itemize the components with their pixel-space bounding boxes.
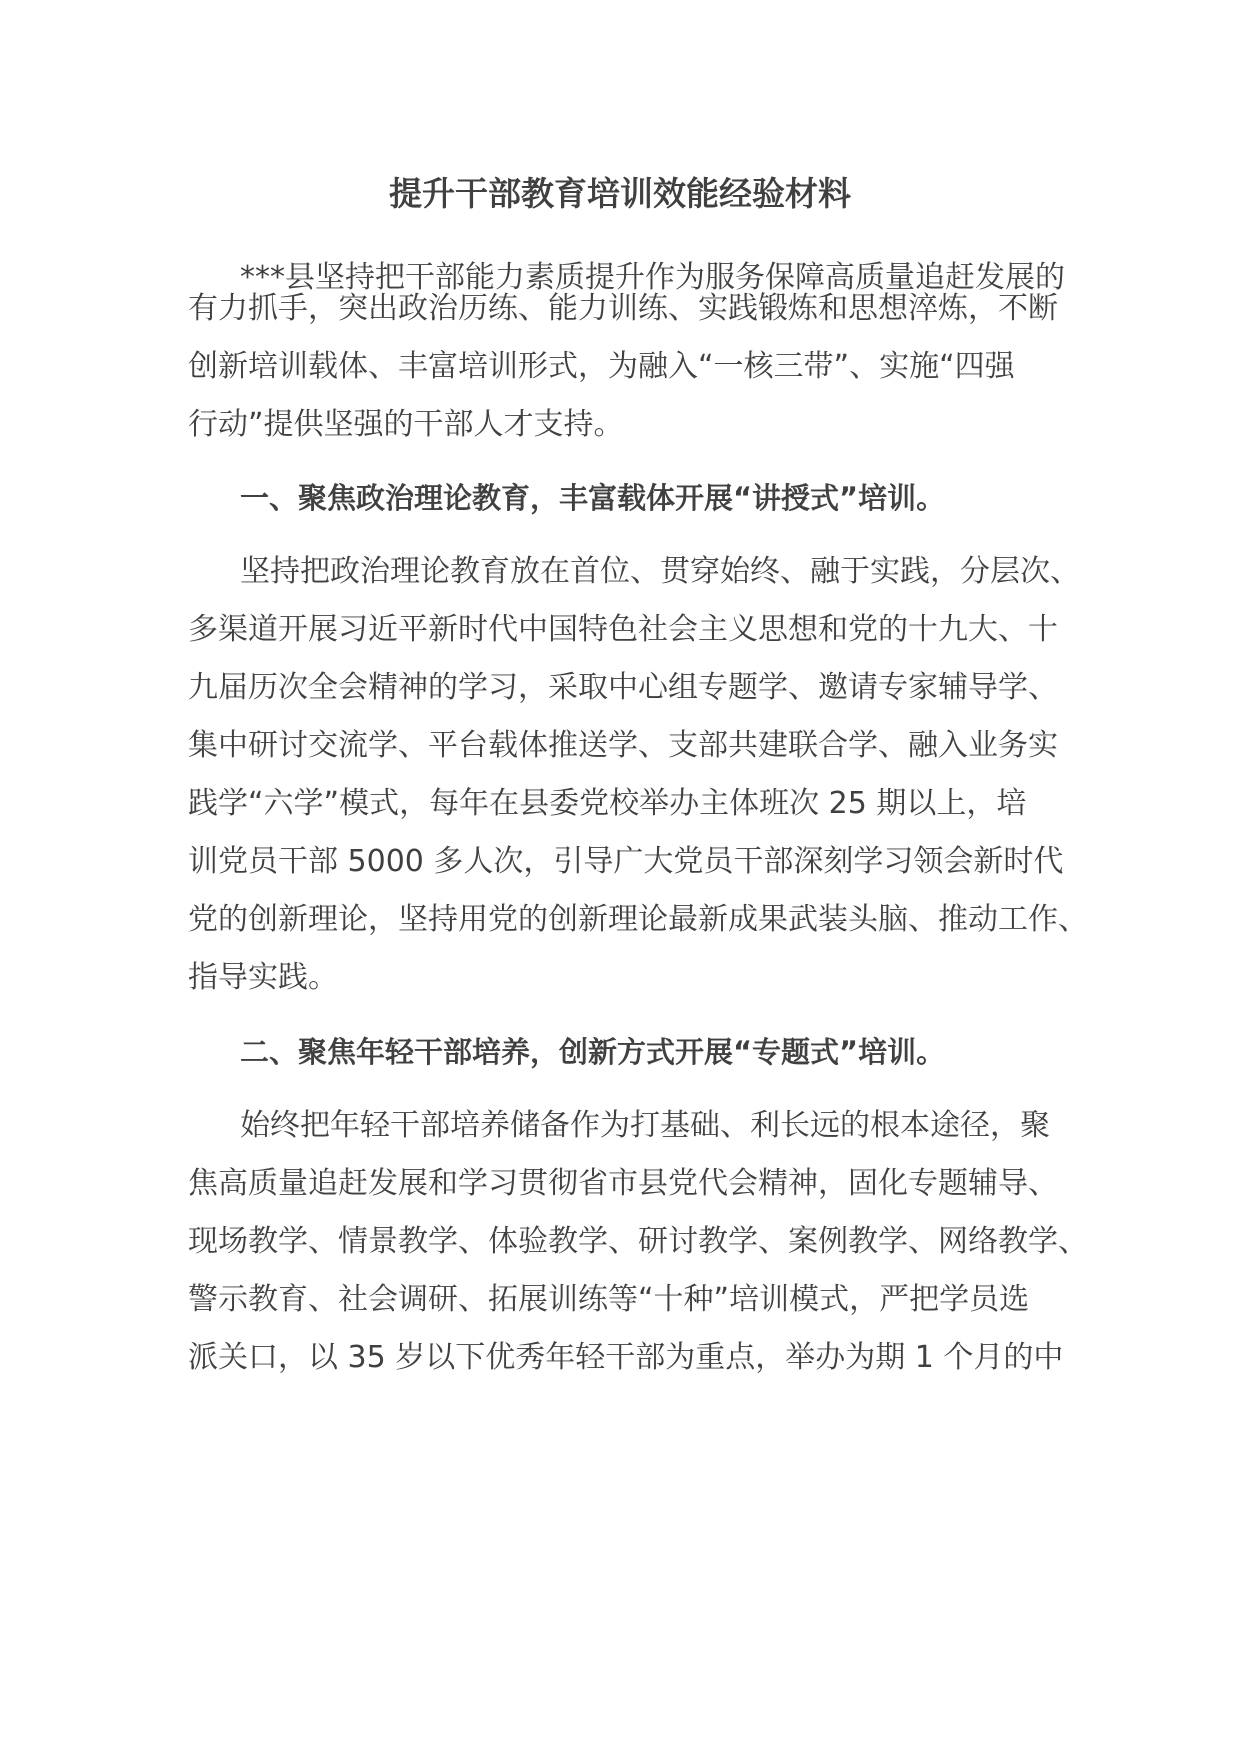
section2-line: 始终把年轻干部培养储备作为打基础、利长远的根本途径，聚 [240, 1108, 1050, 1143]
section1-line: 践学“六学”模式，每年在县委党校举办主体班次 25 期以上，培 [188, 786, 1027, 821]
intro-line: 有力抓手，突出政治历练、能力训练、实践锻炼和思想淬炼，不断 [188, 291, 1058, 326]
intro-line: 行动”提供坚强的干部人才支持。 [188, 407, 624, 442]
section2-line: 派关口，以 35 岁以下优秀年轻干部为重点，举办为期 1 个月的中 [188, 1340, 1064, 1375]
section1-line: 集中研讨交流学、平台载体推送学、支部共建联合学、融入业务实 [188, 728, 1058, 763]
section1-line: 多渠道开展习近平新时代中国特色社会主义思想和党的十九大、十 [188, 612, 1058, 647]
section-heading-1: 一、聚焦政治理论教育，丰富载体开展“讲授式”培训。 [240, 481, 946, 515]
section-heading-2: 二、聚焦年轻干部培养，创新方式开展“专题式”培训。 [240, 1035, 946, 1069]
section1-line: 坚持把政治理论教育放在首位、贯穿始终、融于实践，分层次、 [240, 554, 1080, 589]
section2-line: 警示教育、社会调研、拓展训练等“十种”培训模式，严把学员选 [188, 1282, 1030, 1317]
section1-line: 党的创新理论，坚持用党的创新理论最新成果武装头脑、推动工作、 [188, 902, 1088, 937]
section2-line: 现场教学、情景教学、体验教学、研讨教学、案例教学、网络教学、 [188, 1224, 1088, 1259]
section1-line: 指导实践。 [188, 960, 338, 995]
section1-line: 训党员干部 5000 多人次，引导广大党员干部深刻学习领会新时代 [188, 844, 1064, 879]
intro-line: 创新培训载体、丰富培训形式，为融入“一核三带”、实施“四强 [188, 349, 1015, 384]
section2-line: 焦高质量追赶发展和学习贯彻省市县党代会精神，固化专题辅导、 [188, 1166, 1058, 1201]
section1-line: 九届历次全会精神的学习，采取中心组专题学、邀请专家辅导学、 [188, 670, 1058, 705]
document-title: 提升干部教育培训效能经验材料 [389, 174, 851, 213]
intro-line: ***县坚持把干部能力素质提升作为服务保障高质量追赶发展的 [240, 260, 1065, 295]
